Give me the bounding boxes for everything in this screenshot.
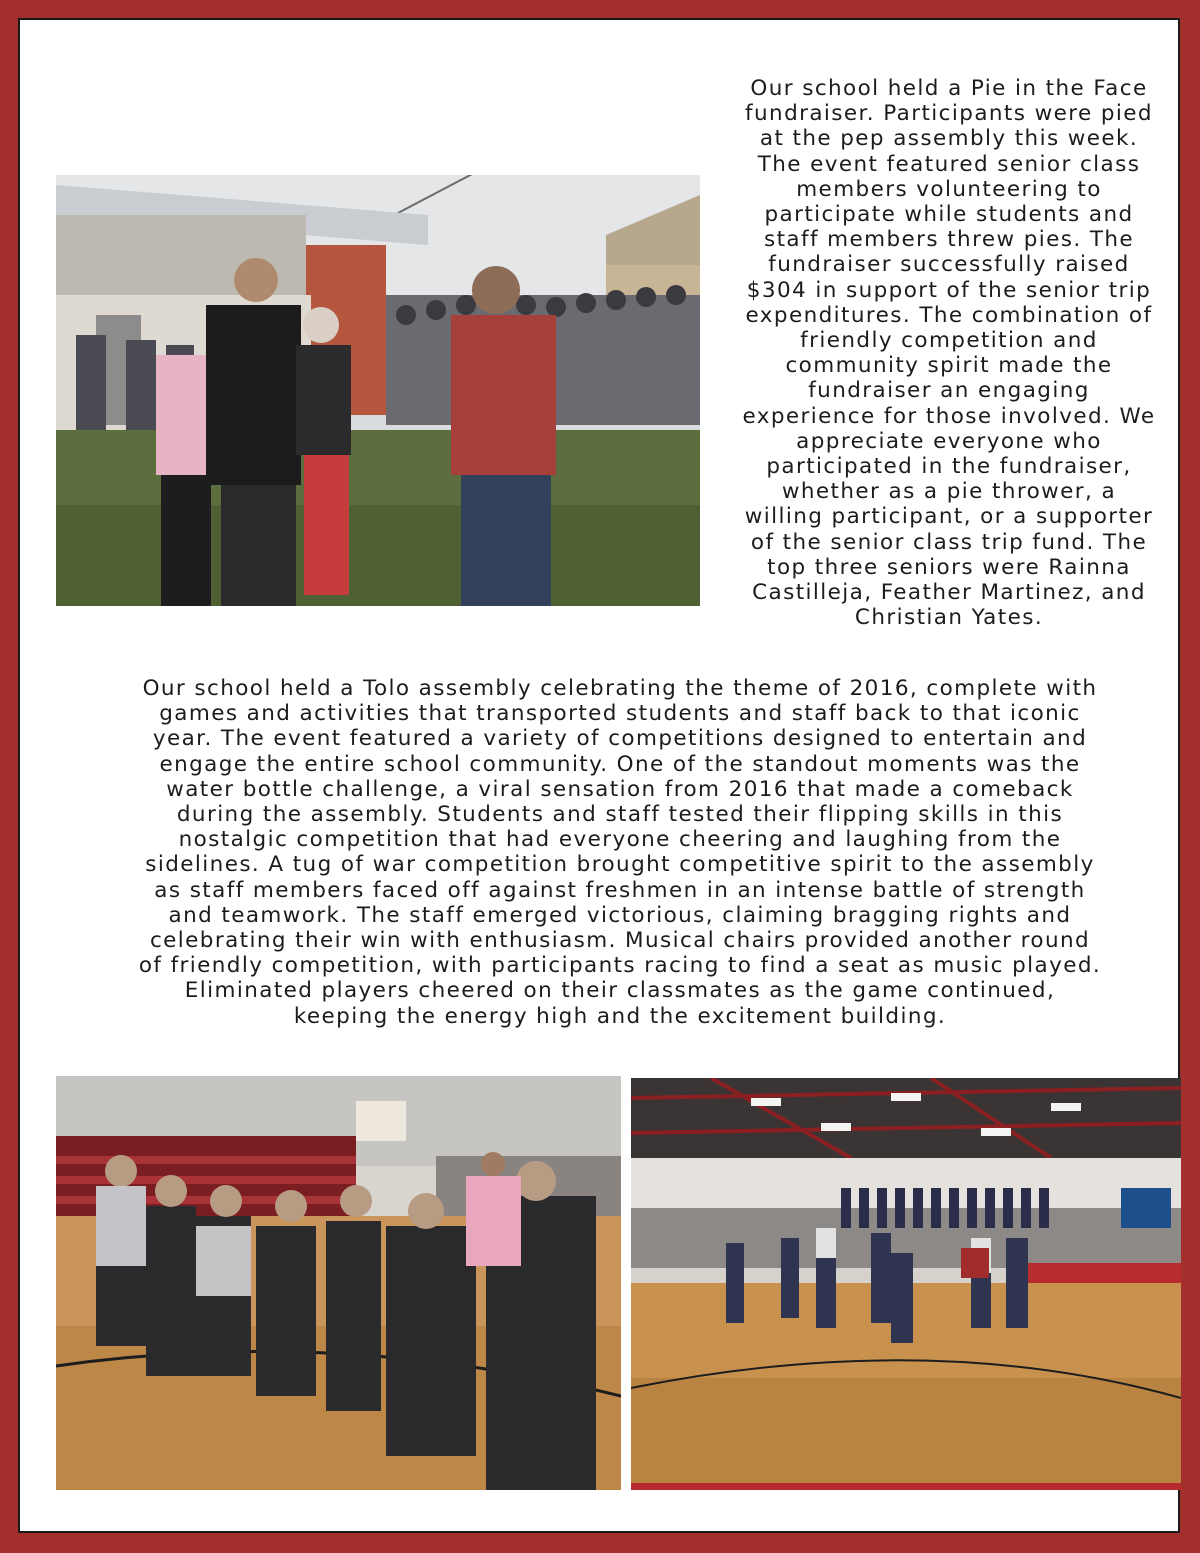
pie-in-the-face-image [56,175,700,606]
tug-of-war-photo [56,1076,621,1490]
newsletter-page [18,18,1180,1533]
musical-chairs-image [631,1078,1181,1490]
pie-in-the-face-photo [56,175,700,606]
tug-of-war-image [56,1076,621,1490]
musical-chairs-photo [631,1078,1181,1490]
pie-fundraiser-article: Our school held a Pie in the Face fundraiser. Participants were pied at the pep assembly this week. The event featured senior class members volunteering to participate while students and staff members threw pies. The fundraiser successfully raised $304 in support of the senior trip expenditures. The combination of friendly competition and community spirit made the fundraiser an engaging experience for those involved. We appreciate everyone who participated in the fundraiser, whether as a pie thrower, a willing participant, or a supporter of the senior class trip fund. The top three seniors were Rainna Castilleja, Feather Martinez, and Christian Yates. [742,76,1156,631]
tolo-assembly-article: Our school held a Tolo assembly celebrating the theme of 2016, complete with games and activities that transported students and staff back to that iconic year. The event featured a variety of competitions designed to entertain and engage the entire school community. One of the standout moments was the water bottle challenge, a viral sensation from 2016 that made a comeback during the assembly. Students and staff tested their flipping skills in this nostalgic competition that had everyone cheering and laughing from the sidelines. A tug of war competition brought competitive spirit to the assembly as staff members faced off against freshmen in an intense battle of strength and teamwork. The staff emerged victorious, claiming bragging rights and celebrating their win with enthusiasm. Musical chairs provided another round of friendly competition, with participants racing to find a seat as music played. Eliminated players cheered on their classmates as the game continued, keeping the energy high and the excitement building. [138,676,1102,1029]
